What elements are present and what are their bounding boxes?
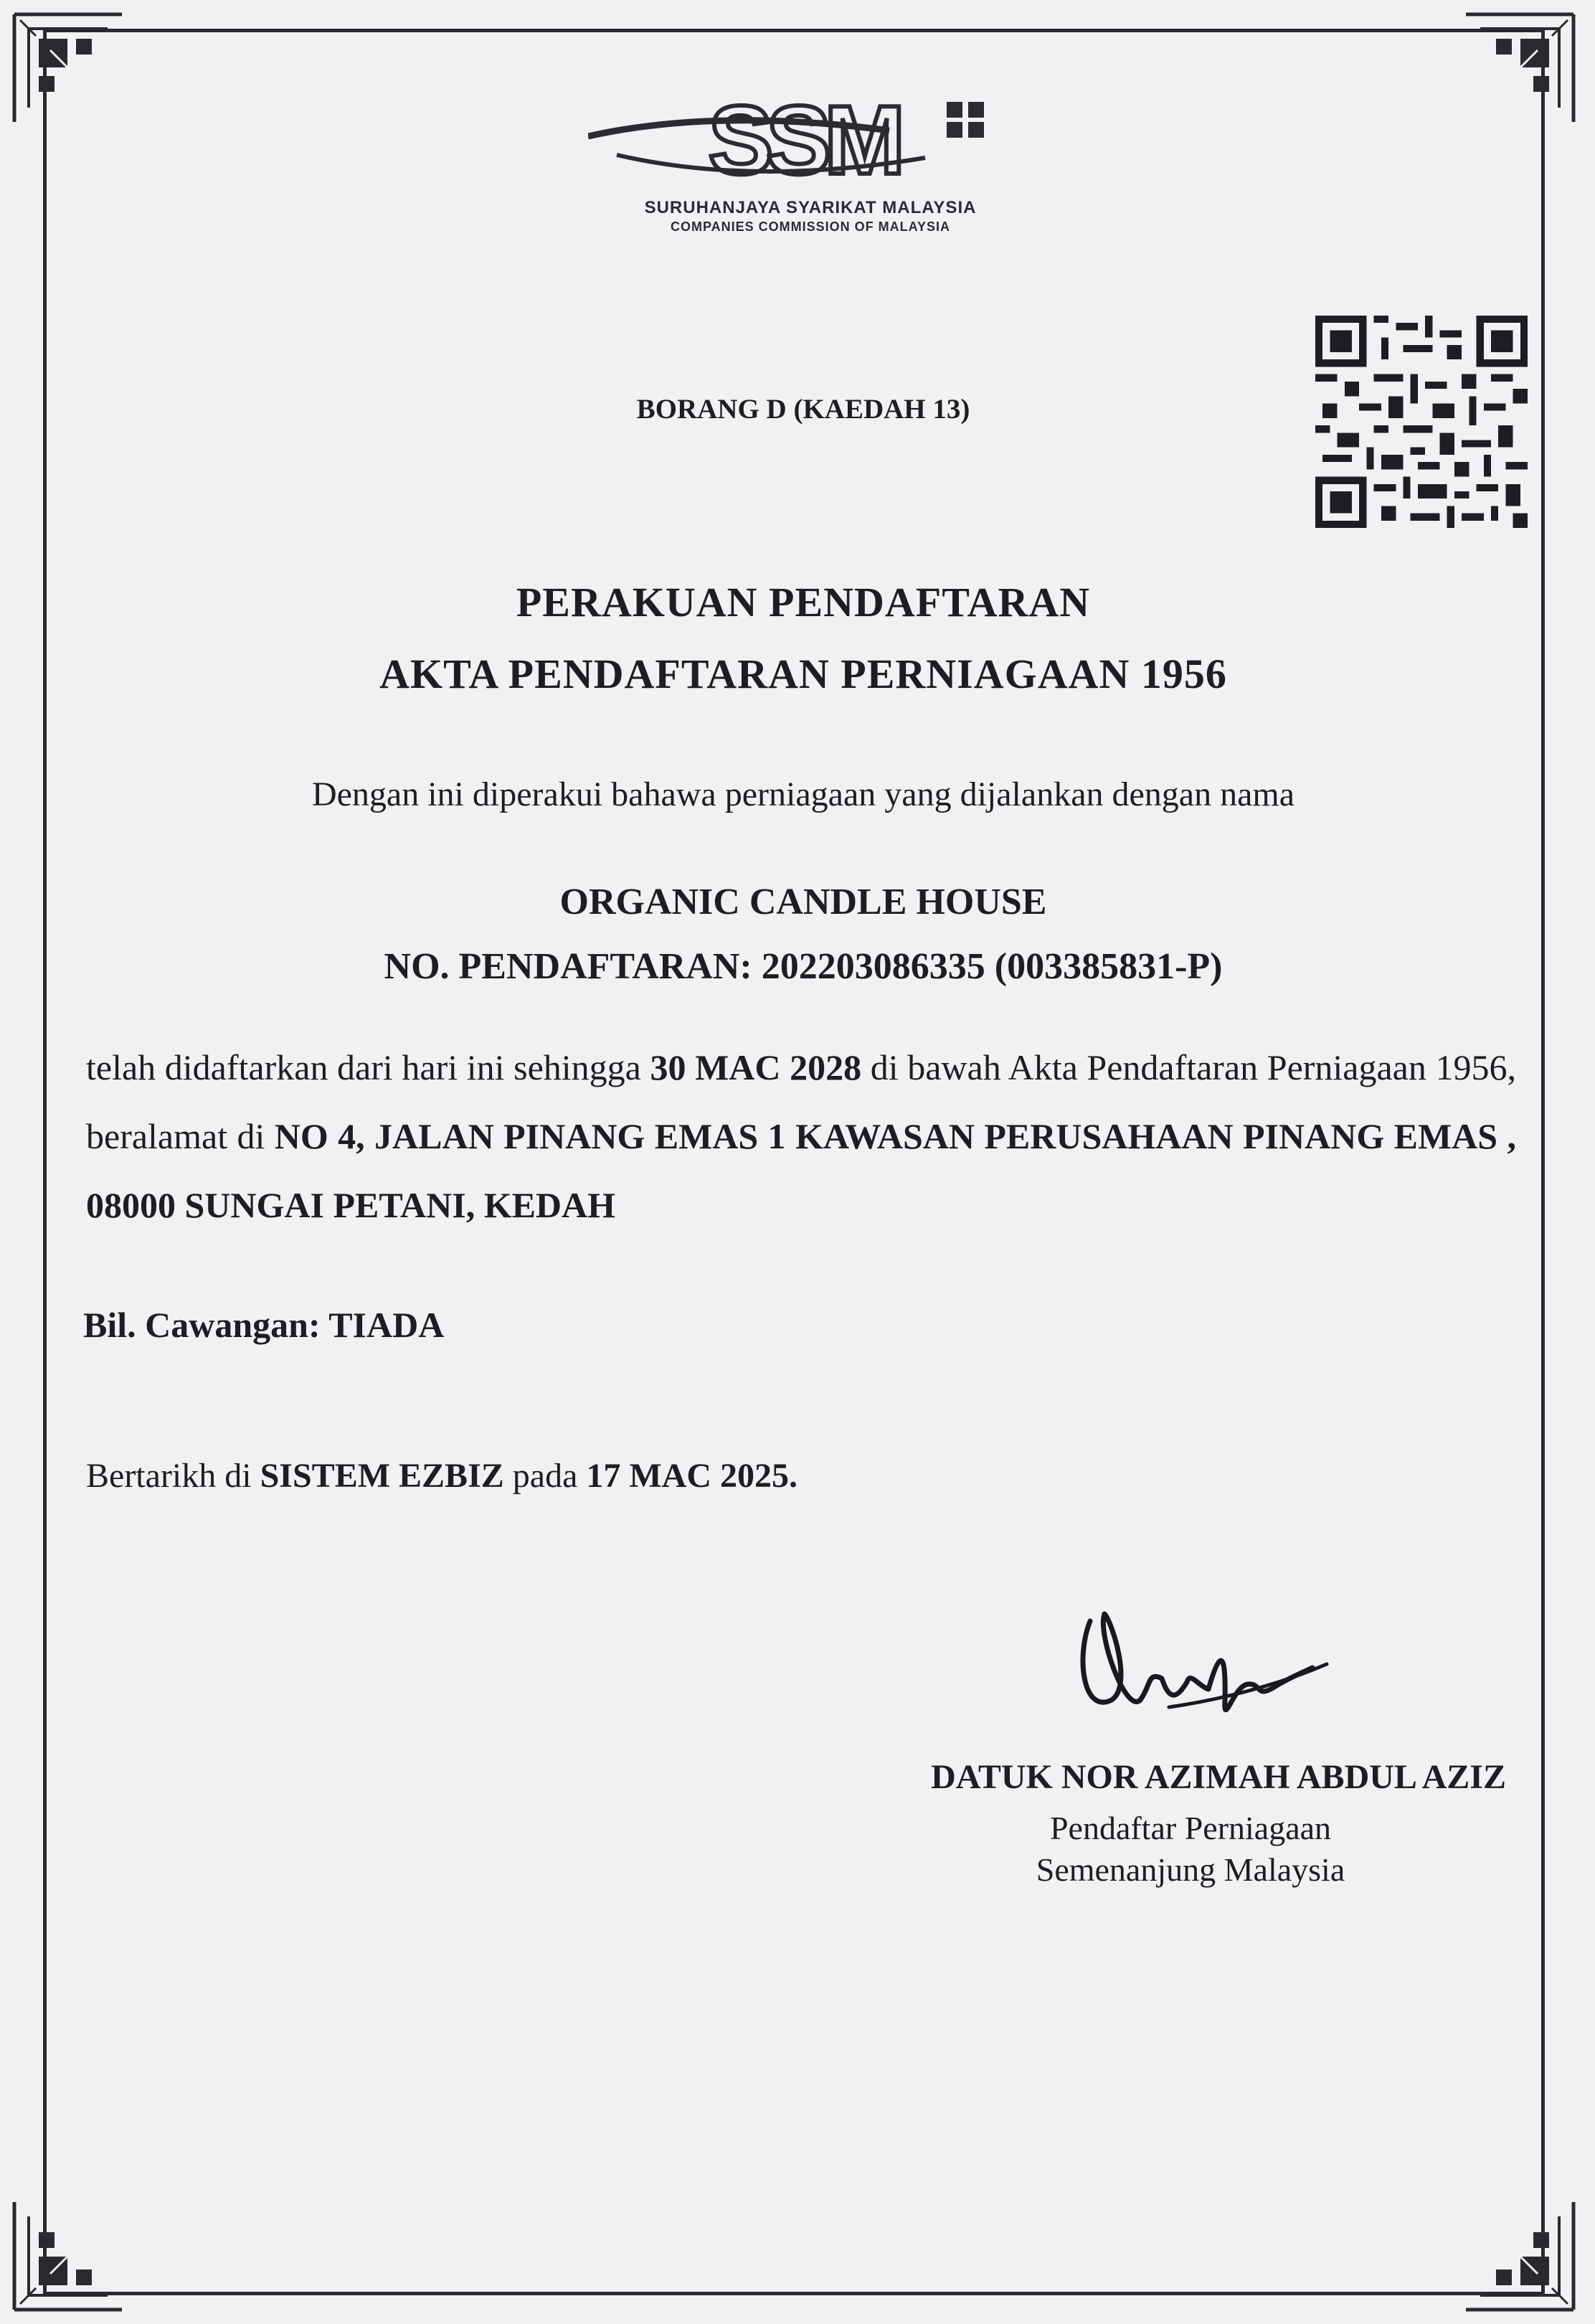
- certificate-title: PERAKUAN PENDAFTARAN: [516, 579, 1091, 625]
- dated-mid: pada: [503, 1457, 587, 1495]
- ssm-logo-mark: [588, 86, 1033, 194]
- ssm-logo: [588, 86, 1033, 234]
- signatory-name: DATUK NOR AZIMAH ABDUL AZIZ: [931, 1758, 1506, 1796]
- corner-ornament-bottom-right: [1459, 2195, 1581, 2317]
- statement-text-continued: di bawah Akta Pendaftaran Perniagaan 1956, beralamat di: [86, 1047, 1516, 1156]
- act-title: AKTA PENDAFTARAN PERNIAGAAN 1956: [379, 651, 1227, 697]
- issuing-system: SISTEM EZBIZ: [260, 1457, 504, 1495]
- intro-text: Dengan ini diperakui bahawa perniagaan yang dijalankan dengan nama: [311, 775, 1295, 813]
- corner-ornament-top-left: [7, 7, 129, 129]
- form-reference: BORANG D (KAEDAH 13): [636, 394, 970, 425]
- corner-ornament-top-right: [1459, 7, 1581, 129]
- statement-text: telah didaftarkan dari hari ini sehingga: [86, 1047, 650, 1087]
- issue-date: 17 MAC 2025.: [586, 1457, 798, 1495]
- dated-prefix: Bertarikh di: [86, 1457, 260, 1495]
- org-name-english: COMPANIES COMMISSION OF MALAYSIA: [670, 219, 951, 234]
- business-name: ORGANIC CANDLE HOUSE: [559, 882, 1047, 922]
- expiry-date: 30 MAC 2028: [650, 1047, 862, 1087]
- ssm-logo-letters: SSM: [708, 86, 899, 194]
- issue-date-line: [86, 1456, 798, 1496]
- business-address: NO 4, JALAN PINANG EMAS 1 KAWASAN PERUSAHAAN PINANG EMAS , 08000 SUNGAI PETANI, KEDAH: [86, 1116, 1516, 1225]
- branch-count: Bil. Cawangan: TIADA: [83, 1305, 445, 1345]
- org-name-malay: SURUHANJAYA SYARIKAT MALAYSIA: [644, 198, 977, 217]
- signatory-region: Semenanjung Malaysia: [1036, 1851, 1345, 1888]
- signatory-title: Pendaftar Perniagaan: [1049, 1810, 1332, 1846]
- signature: [1061, 1592, 1334, 1750]
- registration-statement: [86, 1033, 1516, 1239]
- corner-ornament-bottom-left: [7, 2195, 129, 2317]
- registration-number: NO. PENDAFTARAN: 202203086335 (003385831-P): [384, 946, 1223, 987]
- qr-code: [1315, 316, 1528, 528]
